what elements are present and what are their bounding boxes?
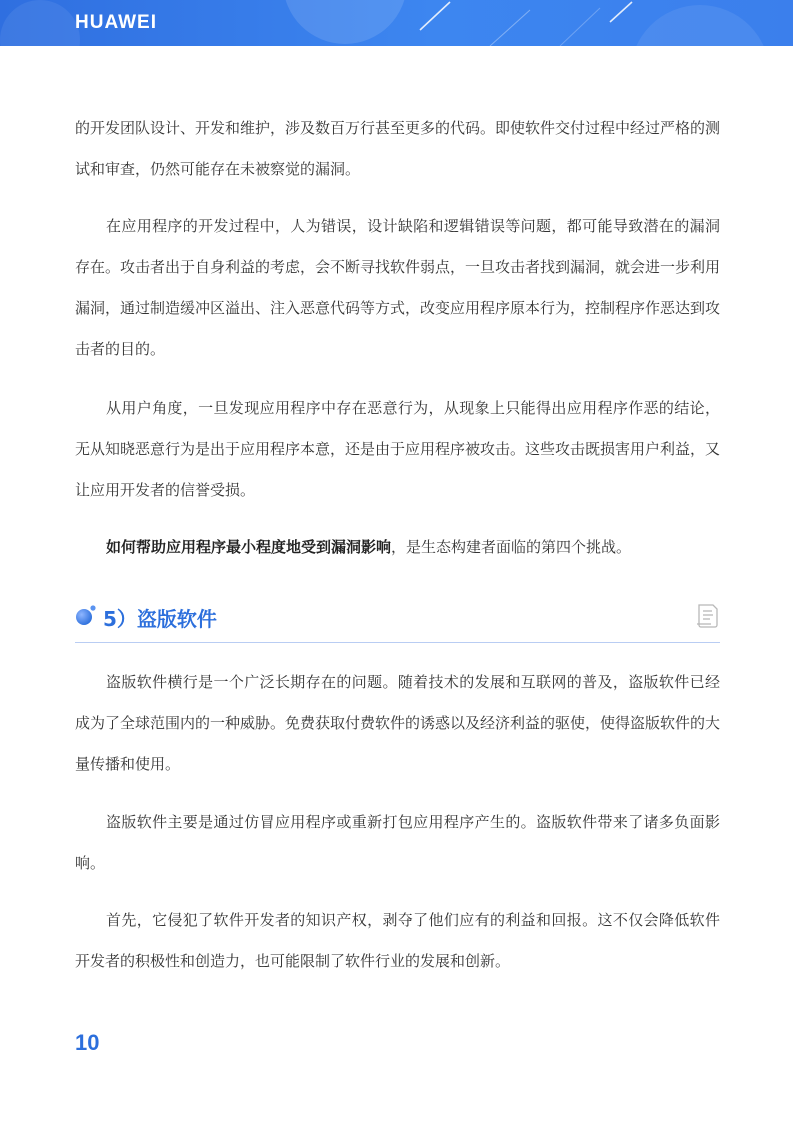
paragraph-challenge [75,527,720,568]
paragraph: 的开发团队设计、开发和维护，涉及数百万行甚至更多的代码。即使软件交付过程中经过严格的测试和审查，仍然可能存在未被察觉的漏洞。 [75,119,721,178]
paragraph: 在应用程序的开发过程中，人为错误，设计缺陷和逻辑错误等问题，都可能导致潜在的漏洞存在。攻击者出于自身利益的考虑，会不断寻找软件弱点，一旦攻击者找到漏洞，就会进一步利用漏洞，通过制造缓冲区溢出、注入恶意代码等方式，改变应用程序原本行为，控制程序作恶达到攻击者的目的。 [75,217,721,358]
page-header-banner [0,0,793,46]
page-number: 10 [75,1030,100,1055]
brand-logo: HUAWEI [75,12,157,33]
document-icon [696,603,720,629]
blue-dot-icon [75,605,97,627]
section-heading [75,598,720,643]
paragraph: 盗版软件主要是通过仿冒应用程序或重新打包应用程序产生的。盗版软件带来了诸多负面影响。 [75,813,720,872]
challenge-highlight: 如何帮助应用程序最小程度地受到漏洞影响 [106,538,392,556]
paragraph: 首先，它侵犯了软件开发者的知识产权，剥夺了他们应有的利益和回报。这不仅会降低软件开发者的积极性和创造力，也可能限制了软件行业的发展和创新。 [75,911,720,970]
paragraph: 盗版软件横行是一个广泛长期存在的问题。随着技术的发展和互联网的普及，盗版软件已经成为了全球范围内的一种威胁。免费获取付费软件的诱惑以及经济利益的驱使，使得盗版软件的大量传播和使用。 [75,673,721,773]
paragraph: 从用户角度，一旦发现应用程序中存在恶意行为，从现象上只能得出应用程序作恶的结论，无从知晓恶意行为是出于应用程序本意，还是由于应用程序被攻击。这些攻击既损害用户利益，又让应用开发者的信誉受损。 [75,399,721,499]
challenge-rest: ，是生态构建者面临的第四个挑战。 [391,538,632,556]
section-title: 5）盗版软件 [103,607,217,631]
